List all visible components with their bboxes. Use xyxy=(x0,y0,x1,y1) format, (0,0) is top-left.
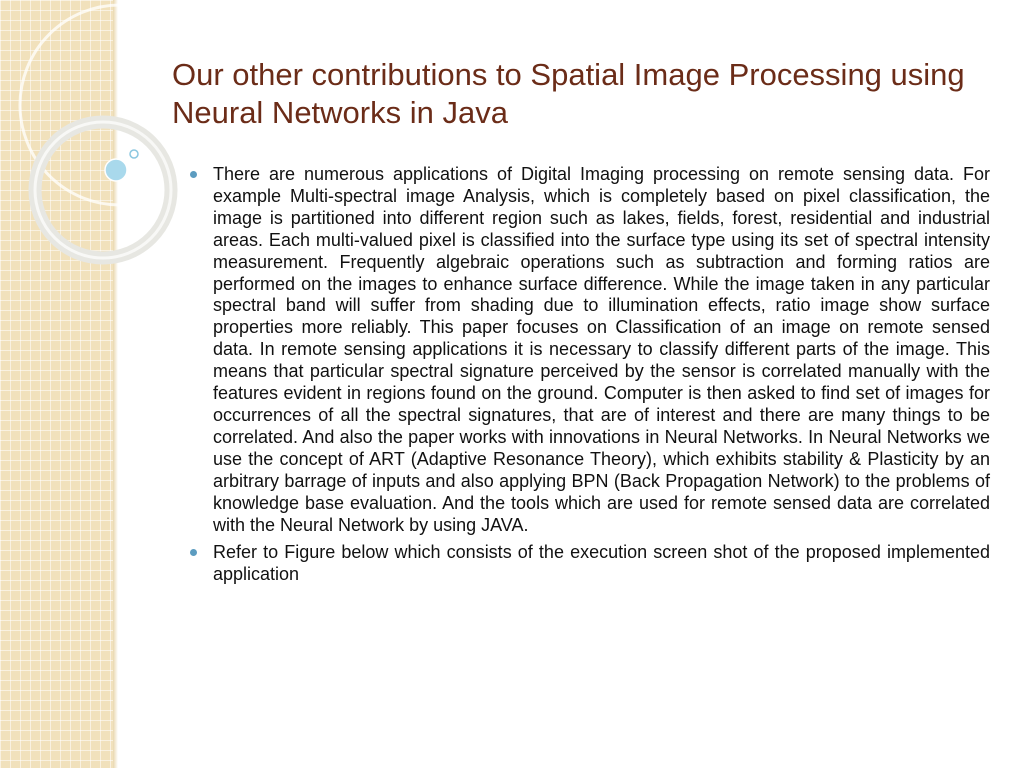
medium-ring-inner xyxy=(35,122,171,258)
decorative-circles xyxy=(0,0,200,320)
slide-title: Our other contributions to Spatial Image Processing using Neural Networks in Java xyxy=(172,57,965,130)
bullet-text: Refer to Figure below which consists of the execution screen shot of the proposed implemented application xyxy=(213,542,990,585)
list-item xyxy=(190,164,990,536)
bullet-dot-icon xyxy=(190,171,197,178)
bullet-dot-icon xyxy=(190,549,197,556)
list-item xyxy=(190,542,990,586)
bullet-list xyxy=(190,164,990,592)
small-dot-outline xyxy=(130,150,138,158)
small-dot-large xyxy=(105,159,127,181)
bullet-text: There are numerous applications of Digital Imaging processing on remote sensing data. For example Multi-spectral image Analysis, which is completely based on pixel classification, the image is partitioned into different region such as lakes, fields, forest, residential and industrial areas. Each multi-valued pixel is classified into the surface type using its set of spectral intensity measurement. Frequently algebraic operations such as subtraction and forming ratios are performed on the images to enhance surface difference. While the image taken in any particular spectral band will suffer from shading due to illumination effects, ratio image show surface properties more reliably. This paper focuses on Classification of an image on remote sensed data. In remote sensing applications it is necessary to classify different parts of the image. This means that particular spectral signature perceived by the sensor is correlated manually with the features evident in regions found on the ground. Computer is then asked to find set of images for occurrences of all the spectral signatures, that are of interest and there are many things to be correlated. And also the paper works with innovations in Neural Networks. In Neural Networks we use the concept of ART (Adaptive Resonance Theory), which exhibits stability & Plasticity by an arbitrary barrage of inputs and also applying BPN (Back Propagation Network) to the problems of knowledge base evaluation. And the tools which are used for remote sensed data are correlated with the Neural Network by using JAVA. xyxy=(213,164,990,535)
